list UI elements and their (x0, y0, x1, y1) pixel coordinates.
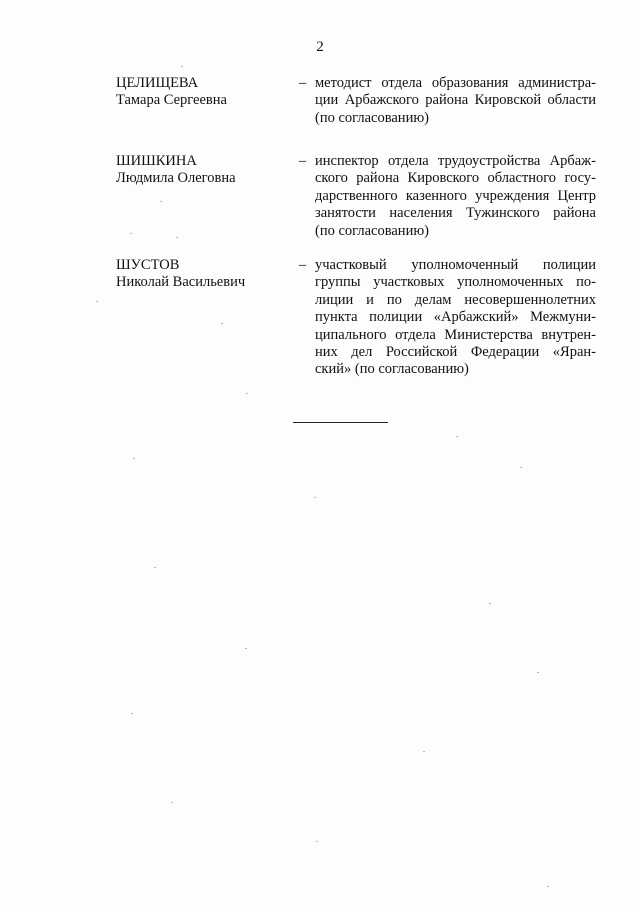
role-line: методист отдела образования администра- (315, 75, 596, 91)
role-line: (по согласованию) (315, 222, 429, 239)
page-number: 2 (316, 39, 324, 55)
member-surname: ШУСТОВ (116, 257, 180, 273)
role-line: них дел Российской Федерации «Яран- (315, 344, 596, 361)
dash-separator: – (299, 257, 307, 273)
role-line: пункта полиции «Арбажский» Межмуни- (315, 309, 596, 326)
role-line: ского района Кировского областного госу- (315, 170, 596, 187)
scan-speck (246, 393, 248, 394)
role-line: участковый уполномоченный полиции (315, 257, 596, 273)
role-line: ции Арбажского района Кировской области (315, 92, 596, 109)
scan-speck (96, 301, 98, 302)
scan-speck (130, 233, 132, 234)
member-given-name: Николай Васильевич (116, 274, 246, 291)
member-role (315, 257, 596, 379)
scan-speck (314, 497, 316, 498)
scan-speck (176, 237, 178, 238)
scan-speck (547, 886, 549, 887)
role-line: ский» (по согласованию) (315, 361, 469, 378)
scan-speck (520, 467, 522, 468)
member-role (315, 75, 596, 127)
member-given-name: Тамара Сергеевна (116, 92, 227, 109)
scan-speck (316, 841, 318, 842)
member-name (116, 153, 286, 188)
scan-speck (537, 672, 539, 673)
member-name (116, 75, 286, 110)
closing-divider-line (293, 422, 388, 423)
scan-speck (154, 567, 156, 568)
role-line: лиции и по делам несовершеннолетних (315, 291, 596, 308)
scan-speck (456, 436, 458, 437)
member-name (116, 257, 286, 292)
scan-speck (171, 802, 173, 803)
scan-speck (181, 66, 183, 67)
role-line: занятости населения Тужинского района (315, 205, 596, 222)
scan-speck (221, 323, 223, 324)
scan-speck (245, 648, 247, 649)
role-line: (по согласованию) (315, 109, 429, 126)
role-line: ципального отдела Министерства внутрен- (315, 326, 596, 343)
member-given-name: Людмила Олеговна (116, 170, 236, 187)
member-role (315, 153, 596, 240)
dash-separator: – (299, 75, 307, 91)
role-line: дарственного казенного учреждения Центр (315, 187, 596, 204)
role-line: инспектор отдела трудоустройства Арбаж- (315, 153, 596, 169)
scan-speck (489, 603, 491, 604)
scan-speck (131, 713, 133, 714)
scan-speck (423, 751, 425, 752)
member-surname: ШИШКИНА (116, 153, 197, 169)
dash-separator: – (299, 153, 307, 169)
member-surname: ЦЕЛИЩЕВА (116, 75, 199, 91)
role-line: группы участковых уполномоченных по- (315, 274, 596, 291)
scan-speck (133, 458, 135, 459)
scan-speck (160, 201, 162, 202)
